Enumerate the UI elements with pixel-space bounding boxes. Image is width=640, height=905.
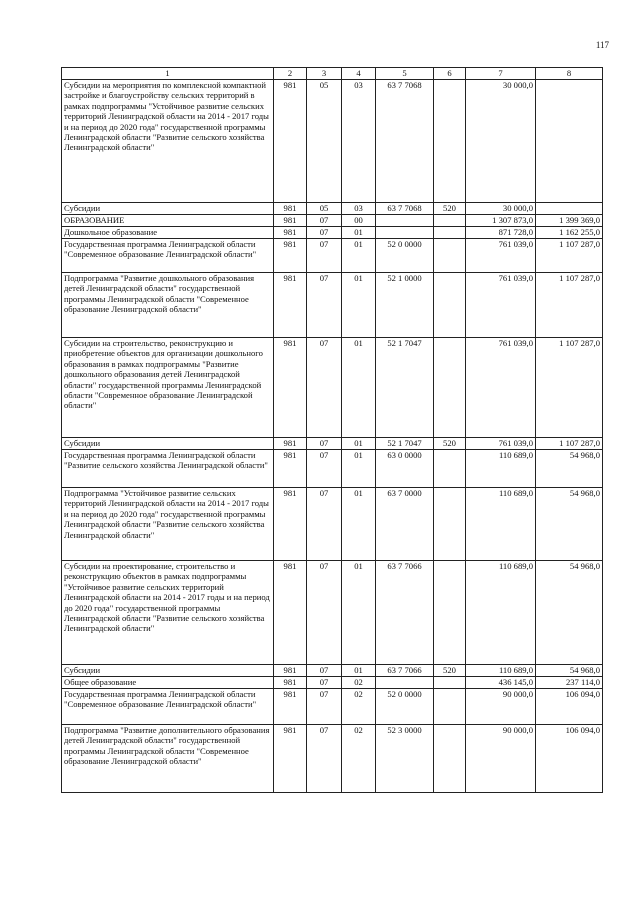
header-cell: 8 bbox=[536, 68, 603, 80]
cell-subsection: 02 bbox=[342, 689, 376, 725]
cell-expense-type bbox=[434, 488, 466, 561]
cell-subsection: 01 bbox=[342, 227, 376, 239]
cell-amount-year-2: 54 968,0 bbox=[536, 665, 603, 677]
table-row bbox=[62, 80, 603, 203]
cell-target-article: 63 7 7066 bbox=[376, 665, 434, 677]
cell-expense-type bbox=[434, 239, 466, 273]
cell-subsection: 01 bbox=[342, 438, 376, 450]
cell-target-article: 63 7 7068 bbox=[376, 203, 434, 215]
row-description: Субсидии bbox=[62, 203, 274, 215]
cell-amount-year-1: 761 039,0 bbox=[466, 239, 536, 273]
cell-amount-year-1: 110 689,0 bbox=[466, 450, 536, 488]
row-description: Субсидии на строительство, реконструкцию и приобретение объектов для организации дошкольного образования в рамках подпрограммы "Развитие дошкольного образования детей Ленинградской области" государственной программы Ленинградской области "Современное образование Ленинградской области" bbox=[62, 338, 274, 438]
cell-amount-year-1: 110 689,0 bbox=[466, 488, 536, 561]
cell-amount-year-2: 1 162 255,0 bbox=[536, 227, 603, 239]
cell-target-article: 52 0 0000 bbox=[376, 689, 434, 725]
cell-amount-year-1: 761 039,0 bbox=[466, 273, 536, 338]
cell-subsection: 01 bbox=[342, 273, 376, 338]
cell-admin-code: 981 bbox=[274, 203, 307, 215]
cell-amount-year-1: 110 689,0 bbox=[466, 665, 536, 677]
cell-admin-code: 981 bbox=[274, 450, 307, 488]
cell-admin-code: 981 bbox=[274, 338, 307, 438]
cell-amount-year-2: 1 107 287,0 bbox=[536, 338, 603, 438]
cell-subsection: 00 bbox=[342, 215, 376, 227]
cell-admin-code: 981 bbox=[274, 239, 307, 273]
table-header-row bbox=[62, 68, 603, 80]
cell-target-article: 52 1 7047 bbox=[376, 438, 434, 450]
cell-subsection: 03 bbox=[342, 80, 376, 203]
cell-admin-code: 981 bbox=[274, 273, 307, 338]
header-cell: 5 bbox=[376, 68, 434, 80]
row-description: ОБРАЗОВАНИЕ bbox=[62, 215, 274, 227]
cell-subsection: 03 bbox=[342, 203, 376, 215]
cell-amount-year-1: 30 000,0 bbox=[466, 80, 536, 203]
table-row bbox=[62, 227, 603, 239]
cell-section: 07 bbox=[307, 273, 342, 338]
cell-amount-year-2 bbox=[536, 203, 603, 215]
cell-amount-year-1: 436 145,0 bbox=[466, 677, 536, 689]
cell-amount-year-2: 1 107 287,0 bbox=[536, 273, 603, 338]
cell-admin-code: 981 bbox=[274, 689, 307, 725]
cell-target-article bbox=[376, 215, 434, 227]
header-cell: 6 bbox=[434, 68, 466, 80]
cell-section: 07 bbox=[307, 488, 342, 561]
cell-admin-code: 981 bbox=[274, 725, 307, 793]
cell-amount-year-1: 30 000,0 bbox=[466, 203, 536, 215]
table-row bbox=[62, 273, 603, 338]
cell-section: 07 bbox=[307, 215, 342, 227]
cell-subsection: 01 bbox=[342, 488, 376, 561]
row-description: Общее образование bbox=[62, 677, 274, 689]
cell-expense-type bbox=[434, 677, 466, 689]
header-cell: 7 bbox=[466, 68, 536, 80]
cell-amount-year-1: 761 039,0 bbox=[466, 438, 536, 450]
page-number: 117 bbox=[595, 40, 609, 50]
cell-target-article: 52 1 0000 bbox=[376, 273, 434, 338]
row-description: Дошкольное образование bbox=[62, 227, 274, 239]
cell-expense-type bbox=[434, 450, 466, 488]
cell-subsection: 01 bbox=[342, 561, 376, 665]
cell-amount-year-1: 871 728,0 bbox=[466, 227, 536, 239]
cell-expense-type bbox=[434, 273, 466, 338]
cell-amount-year-2: 106 094,0 bbox=[536, 725, 603, 793]
cell-target-article: 52 1 7047 bbox=[376, 338, 434, 438]
table-row bbox=[62, 438, 603, 450]
cell-target-article: 63 7 7068 bbox=[376, 80, 434, 203]
cell-section: 07 bbox=[307, 561, 342, 665]
budget-table bbox=[61, 67, 603, 793]
cell-amount-year-2: 1 399 369,0 bbox=[536, 215, 603, 227]
cell-target-article bbox=[376, 227, 434, 239]
row-description: Подпрограмма "Устойчивое развитие сельских территорий Ленинградской области на 2014 - 2017 годы и на период до 2020 года" государственной программы Ленинградской области "Развитие сельского хозяйства Ленинградской области" bbox=[62, 488, 274, 561]
cell-expense-type: 520 bbox=[434, 438, 466, 450]
cell-admin-code: 981 bbox=[274, 438, 307, 450]
cell-admin-code: 981 bbox=[274, 80, 307, 203]
cell-amount-year-1: 110 689,0 bbox=[466, 561, 536, 665]
cell-amount-year-2: 1 107 287,0 bbox=[536, 239, 603, 273]
table-row bbox=[62, 215, 603, 227]
cell-amount-year-2: 54 968,0 bbox=[536, 450, 603, 488]
cell-subsection: 01 bbox=[342, 338, 376, 438]
cell-section: 07 bbox=[307, 689, 342, 725]
cell-target-article: 52 0 0000 bbox=[376, 239, 434, 273]
row-description: Подпрограмма "Развитие дошкольного образования детей Ленинградской области" государственной программы Ленинградской области "Современное образование Ленинградской области" bbox=[62, 273, 274, 338]
header-cell: 1 bbox=[62, 68, 274, 80]
table-row bbox=[62, 488, 603, 561]
cell-expense-type bbox=[434, 215, 466, 227]
table-row bbox=[62, 450, 603, 488]
cell-section: 07 bbox=[307, 677, 342, 689]
cell-target-article: 52 3 0000 bbox=[376, 725, 434, 793]
cell-admin-code: 981 bbox=[274, 561, 307, 665]
cell-target-article: 63 7 7066 bbox=[376, 561, 434, 665]
row-description: Подпрограмма "Развитие дополнительного образования детей Ленинградской области" государственной программы Ленинградской области "Современное образование Ленинградской области" bbox=[62, 725, 274, 793]
row-description: Субсидии bbox=[62, 438, 274, 450]
cell-admin-code: 981 bbox=[274, 665, 307, 677]
table-row bbox=[62, 677, 603, 689]
row-description: Субсидии на проектирование, строительство и реконструкцию объектов в рамках подпрограммы "Устойчивое развитие сельских территорий Ленинградской области на 2014 - 2017 годы и на период до 2020 года" государственной программы Ленинградской области "Развитие сельского хозяйства Ленинградской области" bbox=[62, 561, 274, 665]
table-row bbox=[62, 239, 603, 273]
cell-amount-year-1: 1 307 873,0 bbox=[466, 215, 536, 227]
cell-section: 07 bbox=[307, 450, 342, 488]
cell-amount-year-1: 90 000,0 bbox=[466, 689, 536, 725]
cell-expense-type bbox=[434, 689, 466, 725]
cell-amount-year-2 bbox=[536, 80, 603, 203]
cell-subsection: 01 bbox=[342, 665, 376, 677]
table-row bbox=[62, 725, 603, 793]
cell-section: 07 bbox=[307, 338, 342, 438]
cell-expense-type bbox=[434, 80, 466, 203]
row-description: Субсидии bbox=[62, 665, 274, 677]
cell-admin-code: 981 bbox=[274, 488, 307, 561]
cell-section: 07 bbox=[307, 725, 342, 793]
cell-amount-year-2: 54 968,0 bbox=[536, 488, 603, 561]
header-cell: 4 bbox=[342, 68, 376, 80]
cell-expense-type bbox=[434, 338, 466, 438]
header-cell: 2 bbox=[274, 68, 307, 80]
cell-expense-type: 520 bbox=[434, 665, 466, 677]
cell-section: 07 bbox=[307, 665, 342, 677]
cell-target-article: 63 7 0000 bbox=[376, 488, 434, 561]
cell-section: 05 bbox=[307, 203, 342, 215]
table-row bbox=[62, 665, 603, 677]
cell-amount-year-1: 761 039,0 bbox=[466, 338, 536, 438]
cell-admin-code: 981 bbox=[274, 215, 307, 227]
cell-section: 07 bbox=[307, 239, 342, 273]
cell-subsection: 01 bbox=[342, 450, 376, 488]
row-description: Государственная программа Ленинградской области "Современное образование Ленинградской области" bbox=[62, 689, 274, 725]
cell-section: 07 bbox=[307, 227, 342, 239]
table-row bbox=[62, 338, 603, 438]
cell-target-article: 63 0 0000 bbox=[376, 450, 434, 488]
cell-target-article bbox=[376, 677, 434, 689]
cell-amount-year-1: 90 000,0 bbox=[466, 725, 536, 793]
cell-amount-year-2: 237 114,0 bbox=[536, 677, 603, 689]
cell-expense-type: 520 bbox=[434, 203, 466, 215]
cell-amount-year-2: 54 968,0 bbox=[536, 561, 603, 665]
cell-admin-code: 981 bbox=[274, 677, 307, 689]
cell-amount-year-2: 1 107 287,0 bbox=[536, 438, 603, 450]
row-description: Государственная программа Ленинградской области "Развитие сельского хозяйства Ленинградской области" bbox=[62, 450, 274, 488]
row-description: Субсидии на мероприятия по комплексной компактной застройке и благоустройству сельских территорий в рамках подпрограммы "Устойчивое развитие сельских территорий Ленинградской области на 2014 - 2017 годы и на период до 2020 года" государственной программы Ленинградской области "Развитие сельского хозяйства Ленинградской области" bbox=[62, 80, 274, 203]
table-row bbox=[62, 561, 603, 665]
cell-expense-type bbox=[434, 725, 466, 793]
table-row bbox=[62, 203, 603, 215]
cell-expense-type bbox=[434, 227, 466, 239]
cell-amount-year-2: 106 094,0 bbox=[536, 689, 603, 725]
header-cell: 3 bbox=[307, 68, 342, 80]
cell-section: 07 bbox=[307, 438, 342, 450]
cell-section: 05 bbox=[307, 80, 342, 203]
cell-expense-type bbox=[434, 561, 466, 665]
cell-subsection: 02 bbox=[342, 725, 376, 793]
cell-subsection: 01 bbox=[342, 239, 376, 273]
table-row bbox=[62, 689, 603, 725]
row-description: Государственная программа Ленинградской области "Современное образование Ленинградской области" bbox=[62, 239, 274, 273]
cell-admin-code: 981 bbox=[274, 227, 307, 239]
cell-subsection: 02 bbox=[342, 677, 376, 689]
